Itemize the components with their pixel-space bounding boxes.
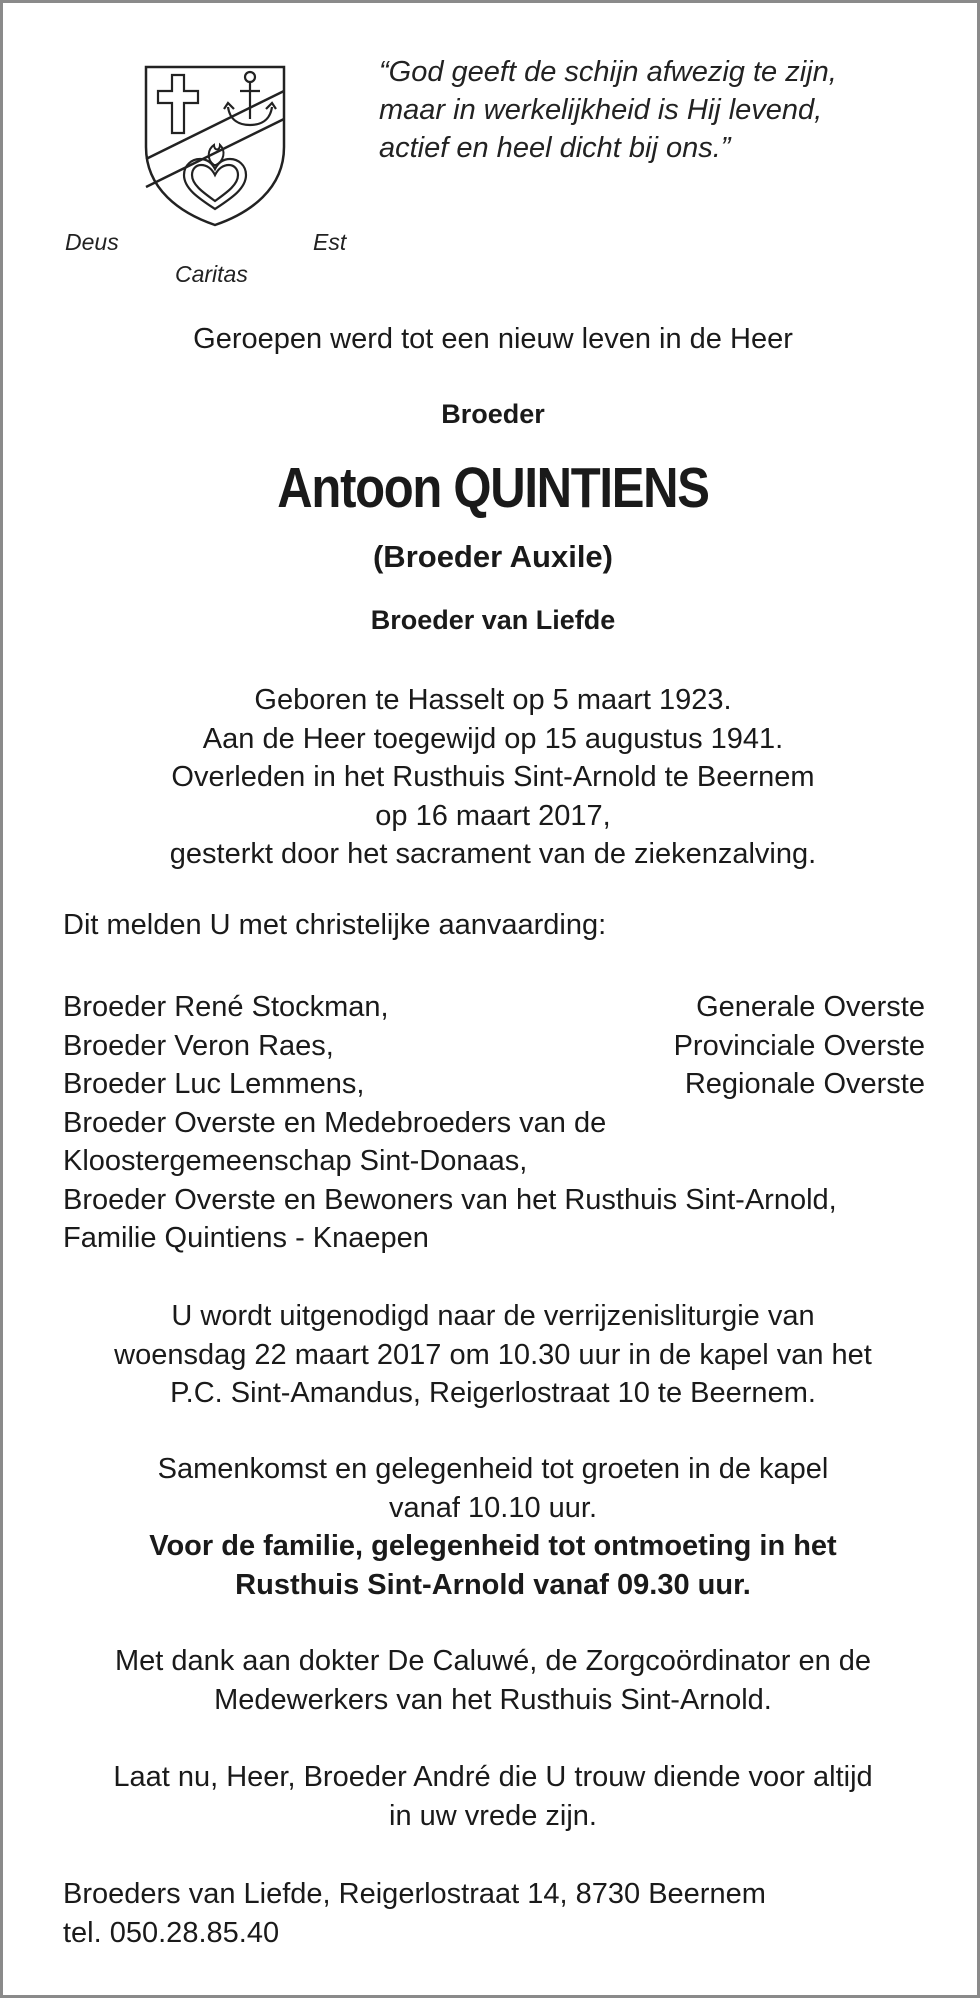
family-gathering-line: Voor de familie, gelegenheid tot ontmoeting in het — [149, 1530, 837, 1562]
bio-line: Aan de Heer toegewijd op 15 augustus 1941. — [202, 722, 784, 755]
signatory-name: Broeder Luc Lemmens, — [63, 1068, 365, 1100]
coat-of-arms — [65, 61, 365, 293]
bio-line: Geboren te Hasselt op 5 maart 1923. — [254, 684, 732, 716]
biography — [3, 681, 980, 874]
footer-address: Broeders van Liefde, Reigerlostraat 14, 8730 Beernem — [63, 1878, 766, 1910]
religious-name: (Broeder Auxile) — [372, 539, 613, 574]
motto-caritas: Caritas — [175, 261, 248, 287]
signatory-role: Regionale Overste — [684, 1068, 925, 1100]
opening-quote — [379, 53, 939, 167]
signatory-row — [63, 1065, 925, 1104]
family-gathering-line: Rusthuis Sint-Arnold vanaf 09.30 uur. — [235, 1568, 751, 1601]
deceased-name: Antoon QUINTIENS — [277, 456, 709, 520]
signatory-row — [63, 988, 925, 1027]
signatory-name: Broeder Veron Raes, — [63, 1029, 334, 1062]
intro-line: Geroepen werd tot een nieuw leven in de Heer — [193, 323, 793, 355]
shield-icon — [140, 61, 290, 229]
thanks-line: Medewerkers van het Rusthuis Sint-Arnold. — [214, 1683, 772, 1716]
thanks — [3, 1642, 980, 1719]
cross-icon — [158, 75, 198, 133]
signatory-line: Broeder Overste en Medebroeders van de — [63, 1106, 607, 1139]
invitation-line: P.C. Sint-Amandus, Reigerlostraat 10 te Beernem. — [170, 1377, 816, 1409]
signatory-name: Broeder René Stockman, — [63, 991, 389, 1023]
heart-icon — [184, 159, 246, 209]
invitation-line: U wordt uitgenodigd naar de verrijzenisliturgie van — [171, 1300, 815, 1332]
gathering-line: Samenkomst en gelegenheid tot groeten in de kapel — [157, 1453, 829, 1485]
deceased-title: Broeder — [441, 399, 545, 429]
gathering — [3, 1450, 980, 1604]
quote-line: maar in werkelijkheid is Hij levend, — [379, 94, 823, 126]
prayer-line: Laat nu, Heer, Broeder André die U trouw diende voor altijd — [113, 1761, 873, 1793]
bio-line: Overleden in het Rusthuis Sint-Arnold te Beernem — [171, 761, 815, 793]
contact-footer — [63, 1875, 766, 1952]
signatory-line: Kloostergemeenschap Sint-Donaas, — [63, 1145, 528, 1177]
signatories — [63, 988, 925, 1258]
invitation-line: woensdag 22 maart 2017 om 10.30 uur in de kapel van het — [114, 1338, 872, 1371]
signatory-role: Generale Overste — [696, 991, 925, 1023]
invitation — [3, 1297, 980, 1413]
quote-line: “God geeft de schijn afwezig te zijn, — [379, 56, 837, 88]
signatory-role: Provinciale Overste — [673, 1029, 925, 1062]
prayer-line: in uw vrede zijn. — [389, 1799, 597, 1832]
footer-phone: tel. 050.28.85.40 — [63, 1916, 280, 1949]
motto-est: Est — [313, 229, 347, 255]
quote-line: actief en heel dicht bij ons.” — [379, 132, 731, 164]
bio-line: op 16 maart 2017, — [375, 799, 611, 832]
motto-deus: Deus — [65, 229, 119, 255]
religious-order: Broeder van Liefde — [370, 605, 616, 635]
signatory-row — [63, 1027, 925, 1066]
signatory-line: Familie Quintiens - Knaepen — [63, 1222, 429, 1254]
prayer — [3, 1758, 980, 1835]
thanks-line: Met dank aan dokter De Caluwé, de Zorgcoördinator en de — [114, 1645, 872, 1677]
signatory-line: Broeder Overste en Bewoners van het Rusthuis Sint-Arnold, — [63, 1183, 837, 1216]
announcement-line: Dit melden U met christelijke aanvaarding: — [63, 909, 607, 941]
bio-line: gesterkt door het sacrament van de ziekenzalving. — [169, 838, 817, 870]
gathering-line: vanaf 10.10 uur. — [389, 1491, 597, 1524]
